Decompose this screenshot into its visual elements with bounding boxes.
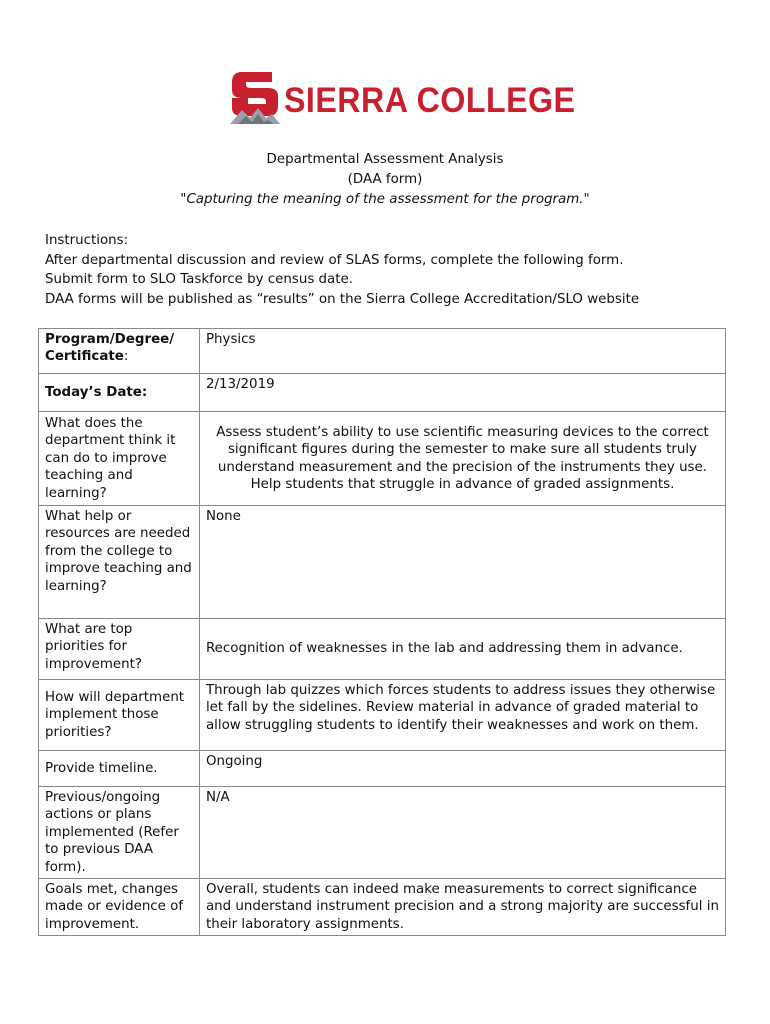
table-row — [39, 751, 726, 787]
row-label-implement: How will department implement those priorities? — [39, 680, 200, 751]
table-row — [39, 374, 726, 412]
instructions-block — [45, 231, 639, 309]
row-label-text: Program/Degree/ Certificate — [45, 332, 175, 365]
instruction-line: After departmental discussion and review of SLAS forms, complete the following form. — [45, 252, 624, 268]
resources-value: None — [199, 506, 725, 619]
sierra-s-mountain-icon — [228, 68, 288, 130]
date-value: 2/13/2019 — [199, 374, 725, 412]
goals-value: Overall, students can indeed make measurements to correct significance and understand instrument precision and a strong majority are successful in their laboratory assignments. — [199, 879, 725, 936]
row-label-improve: What does the department think it can do to improve teaching and learning? — [39, 412, 200, 506]
table-row — [39, 787, 726, 879]
table-row — [39, 506, 726, 619]
instruction-line: DAA forms will be published as “results” on the Sierra College Accreditation/SLO website — [45, 291, 640, 307]
row-label-resources: What help or resources are needed from the college to improve teaching and learning? — [39, 506, 200, 619]
row-label-program — [39, 329, 200, 374]
college-name: SIERRA COLLEGE — [284, 81, 576, 120]
table-row — [39, 879, 726, 936]
form-tagline: "Capturing the meaning of the assessment for the program." — [180, 192, 590, 207]
row-label-previous: Previous/ongoing actions or plans implemented (Refer to previous DAA form). — [39, 787, 200, 879]
instruction-line: Submit form to SLO Taskforce by census date. — [45, 272, 354, 287]
table-row — [39, 619, 726, 680]
table-row — [39, 680, 726, 751]
assessment-form-table — [38, 328, 726, 936]
table-row — [39, 329, 726, 374]
implement-value: Through lab quizzes which forces students to address issues they otherwise let fall by the sidelines. Review material in advance of graded material to allow struggling students to identify their weaknesses and work on them. — [199, 680, 725, 751]
table-row — [39, 412, 726, 506]
form-subtitle: (DAA form) — [347, 172, 423, 187]
priorities-value: Recognition of weaknesses in the lab and addressing them in advance. — [199, 619, 725, 680]
instructions-heading: Instructions: — [45, 233, 129, 248]
row-label-suffix: : — [123, 349, 129, 365]
row-label-timeline: Provide timeline. — [39, 751, 200, 787]
previous-value: N/A — [199, 787, 725, 879]
program-value: Physics — [199, 329, 725, 374]
row-label-goals: Goals met, changes made or evidence of improvement. — [39, 879, 200, 936]
form-title: Departmental Assessment Analysis — [266, 152, 504, 167]
row-label-priorities: What are top priorities for improvement? — [39, 619, 200, 680]
improve-value: Assess student’s ability to use scientific measuring devices to the correct significant figures during the semester to make sure all students truly understand measurement and the precision of the instruments they use. Help students that struggle in advance of graded assignments. — [199, 412, 725, 506]
timeline-value: Ongoing — [199, 751, 725, 787]
row-label-date: Today’s Date: — [39, 374, 200, 412]
